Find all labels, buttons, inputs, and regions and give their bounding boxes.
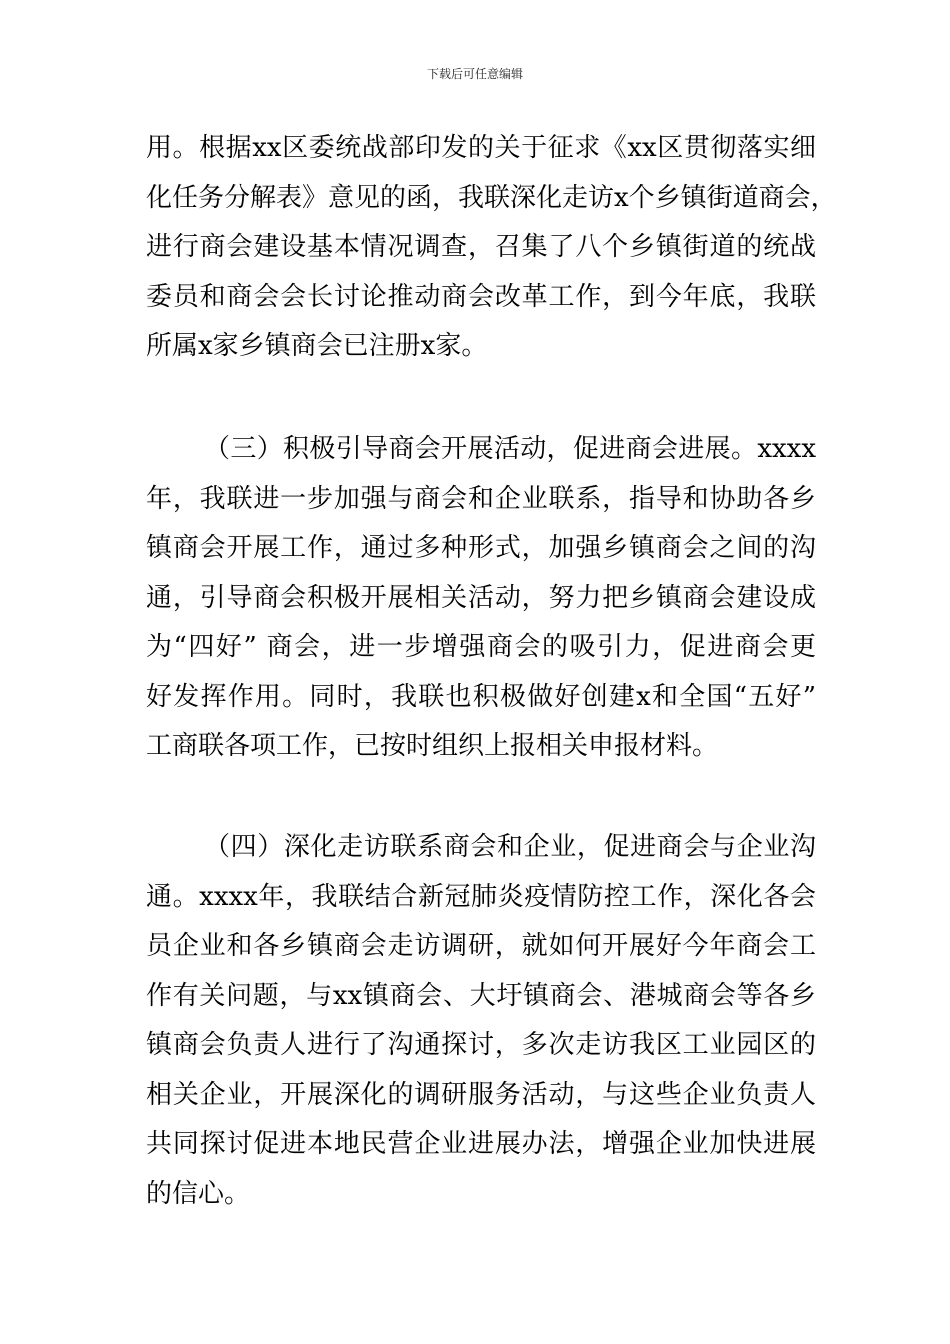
text-line: 化任务分解表》意见的函，我联深化走访x个乡镇街道商会，: [146, 182, 837, 213]
text-line: 的信心。: [146, 1178, 251, 1209]
text-line: 好发挥作用。同时，我联也积极做好创建x和全国“五好”: [146, 681, 816, 712]
text-line: （四）深化走访联系商会和企业，促进商会与企业沟: [204, 832, 816, 862]
text-line: 为“四好” 商会，进一步增强商会的吸引力，促进商会更: [146, 632, 816, 662]
page-header: 下载后可任意编辑: [426, 67, 523, 81]
text-line: 相关企业，开展深化的调研服务活动，与这些企业负责人: [146, 1079, 816, 1110]
text-line: 进行商会建设基本情况调查，召集了八个乡镇街道的统战: [146, 232, 816, 262]
text-line: 员企业和各乡镇商会走访调研，就如何开展好今年商会工: [146, 931, 816, 961]
text-line: 所属x家乡镇商会已注册x家。: [146, 331, 488, 361]
text-line: 通。xxxx年，我联结合新冠肺炎疫情防控工作，深化各会: [146, 881, 816, 912]
text-line: 委员和商会会长讨论推动商会改革工作，到今年底，我联: [146, 281, 816, 312]
paragraph-1: [146, 124, 837, 372]
text-line: 共同探讨促进本地民营企业进展办法，增强企业加快进展: [146, 1129, 816, 1159]
text-line: 镇商会负责人进行了沟通探讨，多次走访我区工业园区的: [146, 1030, 816, 1060]
text-line: 通，引导商会积极开展相关活动，努力把乡镇商会建设成: [146, 582, 816, 613]
paragraph-3: [146, 823, 816, 1219]
text-line: 工商联各项工作，已按时组织上报相关申报材料。: [146, 731, 719, 761]
text-line: 作有关问题，与xx镇商会、大圩镇商会、港城商会等各乡: [146, 980, 816, 1011]
text-line: 年，我联进一步加强与商会和企业联系，指导和协助各乡: [146, 483, 816, 514]
text-line: （三）积极引导商会开展活动，促进商会进展。xxxx: [204, 434, 816, 464]
text-line: 用。根据xx区委统战部印发的关于征求《xx区贯彻落实细: [146, 133, 816, 163]
text-line: 镇商会开展工作，通过多种形式，加强乡镇商会之间的沟: [146, 533, 816, 563]
paragraph-2: [146, 425, 816, 772]
